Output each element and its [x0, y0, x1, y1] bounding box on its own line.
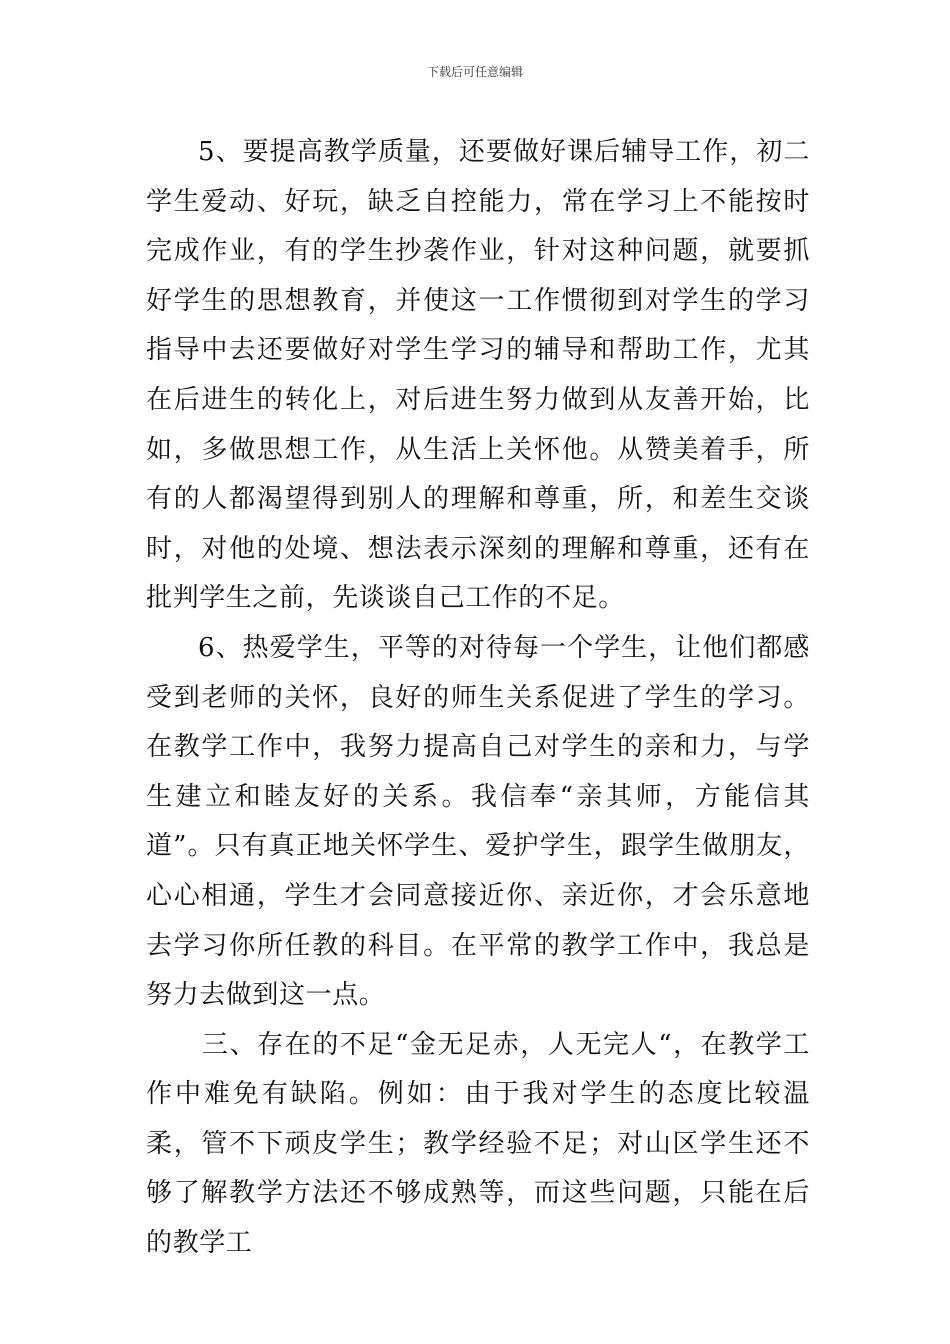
- page-header-note: 下载后可任意编辑: [426, 65, 523, 79]
- document-body: [146, 128, 810, 1269]
- paragraph-love-students: 6、热爱学生，平等的对待每一个学生，让他们都感受到老师的关怀，良好的师生关系促进了学生的学习。在教学工作中，我努力提高自己对学生的亲和力，与学生建立和睦友好的关系。我信奉“亲其师，方能信其道”。只有真正地关怀学生、爱护学生，跟学生做朋友，心心相通，学生才会同意接近你、亲近你，才会乐意地去学习你所任教的科目。在平常的教学工作中，我总是努力去做到这一点。: [146, 632, 810, 1011]
- paragraph-tutoring: 5、要提高教学质量，还要做好课后辅导工作，初二学生爱动、好玩，缺乏自控能力，常在学习上不能按时完成作业，有的学生抄袭作业，针对这种问题，就要抓好学生的思想教育，并使这一工作惯彻到对学生的学习指导中去还要做好对学生学习的辅导和帮助工作，尤其在后进生的转化上，对后进生努力做到从友善开始，比如，多做思想工作，从生活上关怀他。从赞美着手，所有的人都渴望得到别人的理解和尊重，所，和差生交谈时，对他的处境、想法表示深刻的理解和尊重，还有在批判学生之前，先谈谈自己工作的不足。: [146, 137, 810, 614]
- paragraph-shortcomings: 三、存在的不足“金无足赤，人无完人“，在教学工作中难免有缺陷。例如：由于我对学生的态度比较温柔，管不下顽皮学生；教学经验不足；对山区学生还不够了解教学方法还不够成熟等，而这些问题，只能在后的教学工: [146, 1029, 810, 1259]
